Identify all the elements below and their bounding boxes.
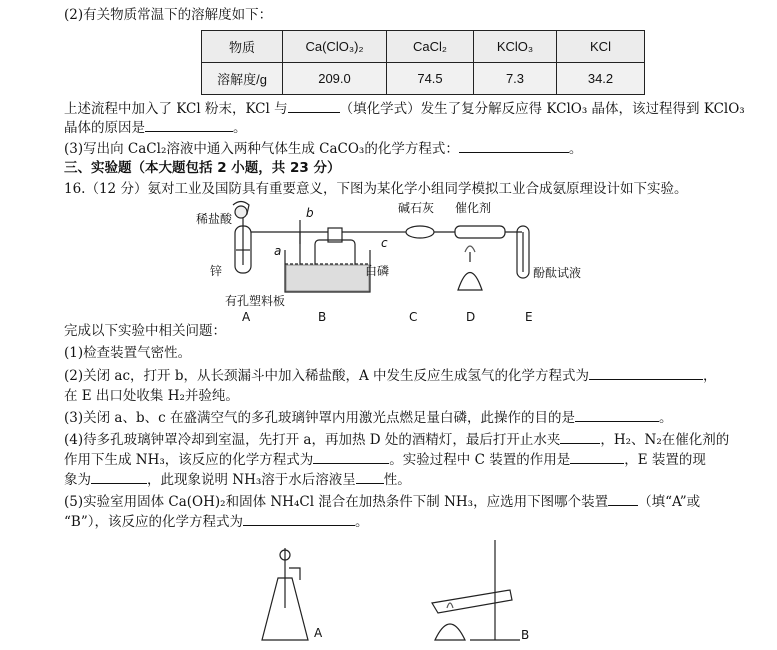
text: 。: [658, 410, 673, 426]
text: （填化学式）发生了复分解反应得 KClO₃ 晶体，该过程得到 KClO₃: [339, 101, 745, 117]
table-cell: 74.5: [387, 63, 474, 95]
text: （填“A”或: [638, 494, 701, 510]
part-2-cont: 在 E 出口处收集 H₂并验纯。: [64, 388, 239, 404]
label-phenolphthalein: 酚酞试液: [533, 266, 582, 280]
label-plate: 有孔塑料板: [225, 294, 286, 308]
label-A: A: [242, 310, 251, 324]
text: (4)待多孔玻璃钟罩冷却到室温，先打开 a，再加热 D 处的酒精灯，最后打开止水夹: [64, 432, 561, 448]
text: (2)关闭 ac，打开 b，从长颈漏斗中加入稀盐酸，A 中发生反应生成氢气的化学方程式为: [64, 368, 589, 384]
label-B: B: [318, 310, 327, 324]
table-cell: 物质: [202, 31, 283, 63]
label-acid: 稀盐酸: [196, 212, 233, 226]
text: ，: [703, 368, 717, 384]
table-cell: CaCl₂: [387, 31, 474, 63]
label-b: b: [306, 206, 314, 220]
text: 象为: [64, 472, 91, 488]
text: “B”），该反应的化学方程式为: [64, 514, 243, 530]
text: 。实验过程中 C 装置的作用是: [389, 452, 571, 468]
text: (3)关闭 a、b、c 在盛满空气的多孔玻璃钟罩内用激光点燃足量白磷，此操作的目的是: [64, 410, 575, 426]
text: 性。: [383, 472, 411, 488]
label-a: a: [274, 244, 282, 258]
bottom-label-A: A: [314, 626, 323, 640]
text: 晶体的原因是: [64, 120, 145, 136]
intro-line: 完成以下实验中相关问题：: [64, 323, 226, 339]
test-tube-icon: [432, 590, 512, 613]
text: (3)写出向 CaCl₂溶液中通入两种气体生成 CaCO₃的化学方程式：: [64, 141, 459, 157]
table-cell: 溶解度/g: [202, 63, 283, 95]
alcohol-lamp-icon: [435, 624, 465, 640]
text: 。: [568, 141, 583, 157]
label-phosphorus: 白磷: [365, 264, 390, 278]
label-zinc: 锌: [210, 264, 223, 278]
label-soda-lime: 碱石灰: [398, 201, 435, 215]
label-c: c: [381, 236, 388, 250]
label-E: E: [525, 310, 533, 324]
table-cell: KCl: [557, 31, 645, 63]
label-catalyst: 催化剂: [455, 201, 492, 215]
section-heading: 三、实验题（本大题包括 2 小题，共 23 分）: [64, 160, 341, 176]
table-cell: 7.3: [474, 63, 557, 95]
table-cell: 34.2: [557, 63, 645, 95]
table-cell: 209.0: [283, 63, 387, 95]
text: 作用下生成 NH₃，该反应的化学方程式为: [64, 452, 314, 468]
label-D: D: [466, 310, 476, 324]
table-cell: Ca(ClO₃)₂: [283, 31, 387, 63]
part-1: (1)检查装置气密性。: [64, 345, 192, 361]
text: 。: [354, 514, 369, 530]
text: ，此现象说明 NH₃溶于水后溶液呈: [147, 472, 356, 488]
label-C: C: [409, 310, 418, 324]
text: 上述流程中加入了 KCl 粉末，KCl 与: [64, 101, 288, 117]
bottom-label-B: B: [521, 628, 530, 642]
text: ，H₂、N₂在催化剂的: [600, 432, 730, 448]
text: (5)实验室用固体 Ca(OH)₂和固体 NH₄Cl 混合在加热条件下制 NH₃，应选用下图哪个装置: [64, 494, 609, 510]
question-16: 16.（12 分）氨对工业及国防具有重要意义，下图为某化学小组同学模拟工业合成氨原理设计如下实验。: [64, 181, 688, 197]
text: ，E 装置的现: [624, 452, 706, 468]
text: 。: [233, 120, 247, 136]
line-sub2-title: (2)有关物质常温下的溶解度如下：: [64, 7, 273, 23]
table-cell: KClO₃: [474, 31, 557, 63]
